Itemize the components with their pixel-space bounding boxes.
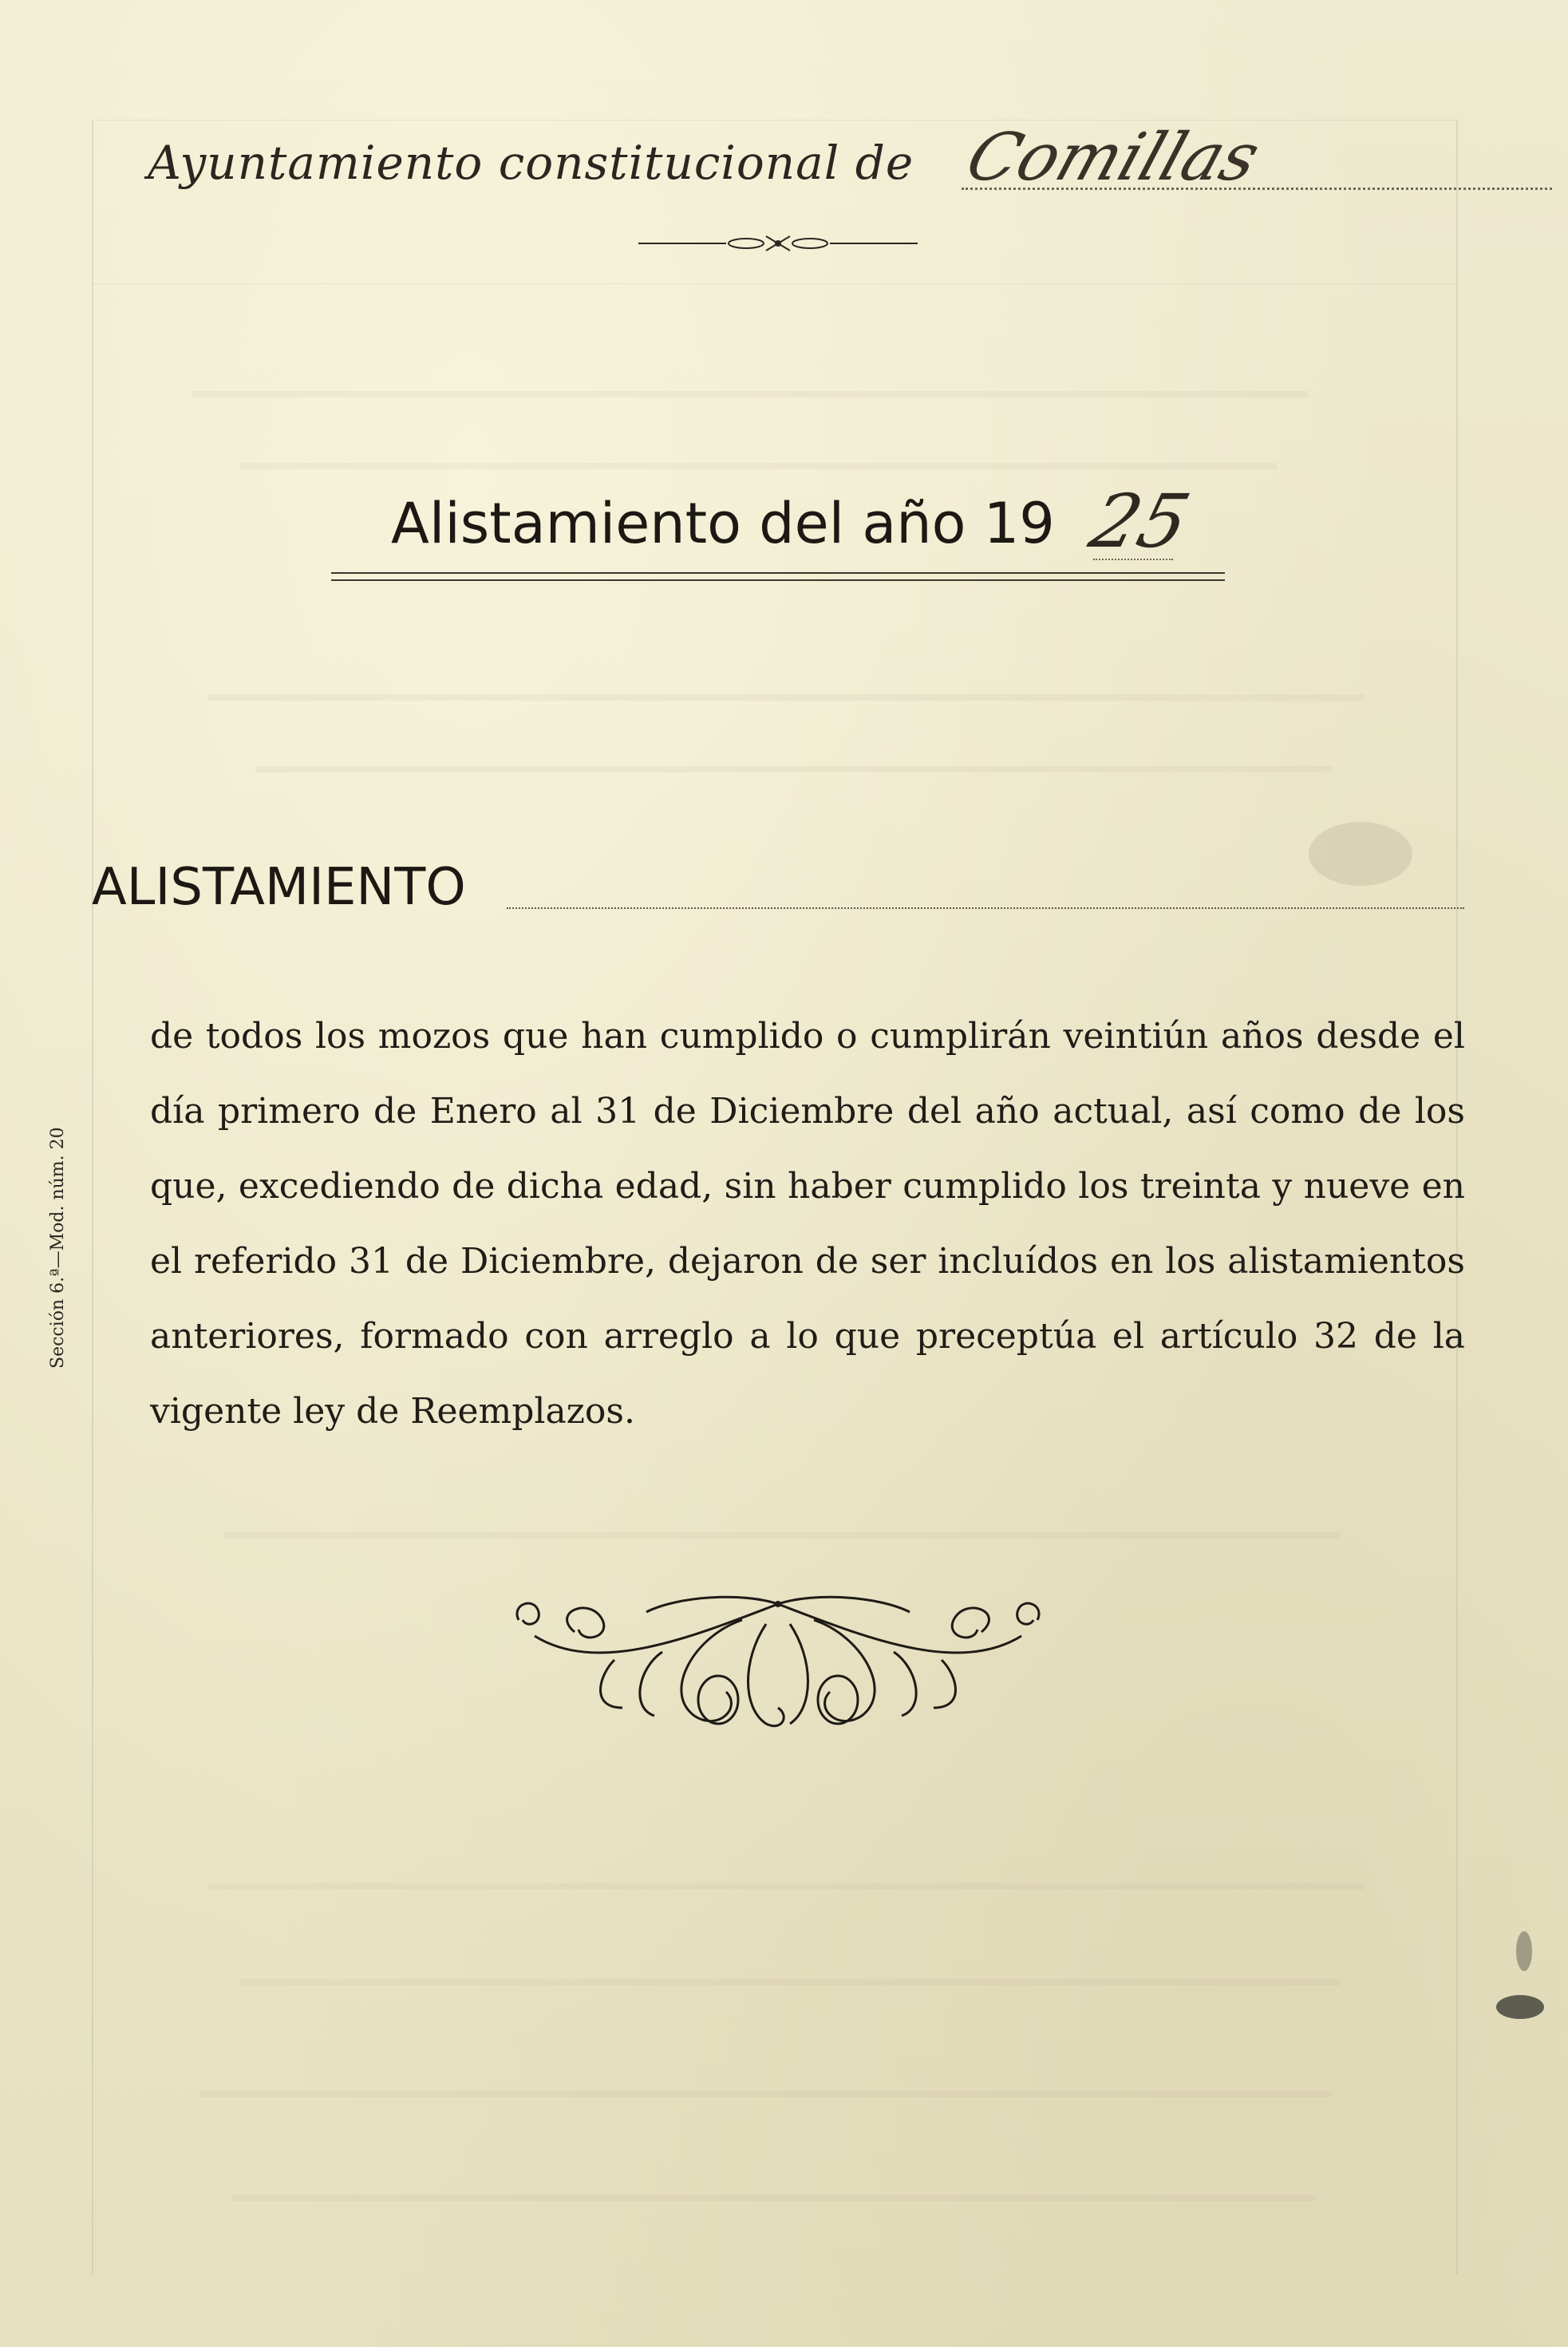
bleed-through-stroke <box>207 1835 1365 1890</box>
section-heading: ALISTAMIENTO <box>92 858 466 917</box>
bleed-through-stroke <box>231 2147 1317 2201</box>
paper-stain <box>1309 822 1412 886</box>
ruled-line-header <box>92 283 1456 284</box>
bleed-through-stroke <box>239 1931 1341 1985</box>
title-underline <box>331 579 1225 581</box>
paper-damage-spot <box>1496 1995 1544 2019</box>
header-ornament-divider <box>638 231 918 255</box>
bleed-through-stroke <box>207 646 1365 701</box>
title-underline <box>331 572 1225 574</box>
section-heading-dotted-line <box>507 907 1464 909</box>
municipality-header <box>148 120 1424 207</box>
ruled-margin-line-left <box>92 120 93 2274</box>
header-handwritten-municipality: Comillas <box>957 120 1269 196</box>
bleed-through-stroke <box>239 415 1277 469</box>
body-paragraph: de todos los mozos que han cumplido o cumplirán veintiún años desde el día primero de Enero al 31 de Diciembre del año actual, así como de los que, excediendo de dicha edad, sin haber cumplido los treinta y nueve en el referido 31 de Diciembre, dejaron de ser incluídos en los alistamientos anteriores, formado con arreglo a lo que preceptúa el artículo 32 de la vigente ley de Reemplazos. <box>150 1016 1465 1432</box>
bleed-through-stroke <box>199 2043 1333 2097</box>
paper-damage-spot <box>1516 1931 1532 1971</box>
bleed-through-stroke <box>255 718 1333 772</box>
decorative-flourish <box>503 1588 1053 1740</box>
header-dotted-fill-line <box>962 188 1552 190</box>
title-year-dotted-line <box>1093 559 1173 560</box>
form-reference-note: Sección 6.ª—Mod. núm. 20 <box>48 1127 68 1369</box>
bleed-through-stroke <box>192 343 1309 397</box>
header-printed-text: Ayuntamiento constitucional de <box>148 136 914 190</box>
title-handwritten-year: 25 <box>1081 479 1199 564</box>
bleed-through-stroke <box>223 1484 1341 1539</box>
document-title: Alistamiento del año 19 <box>391 491 1055 556</box>
